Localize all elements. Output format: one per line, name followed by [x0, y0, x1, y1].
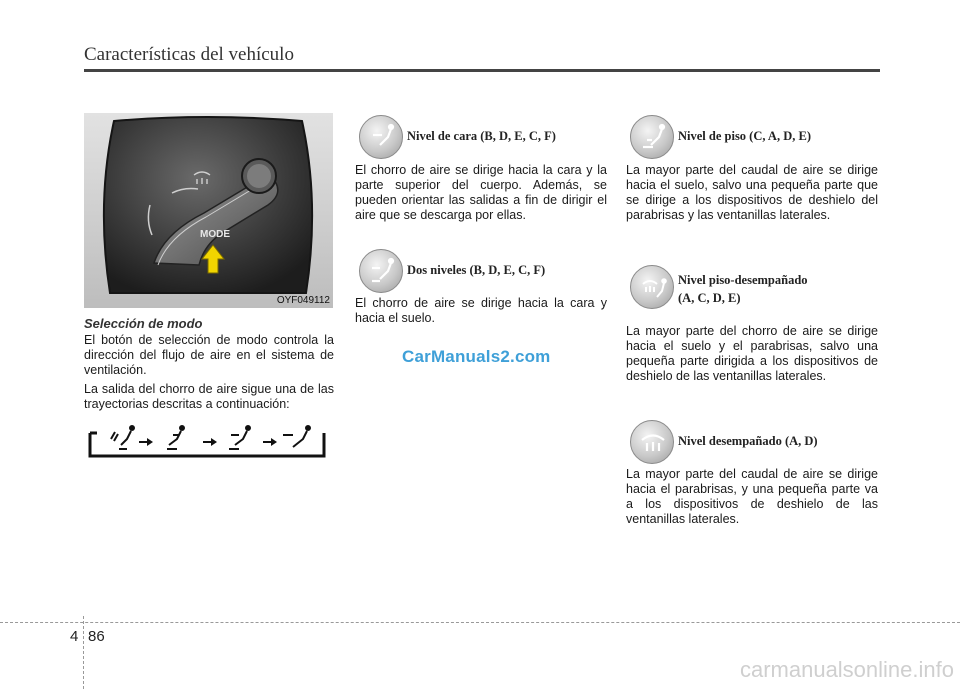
footer-watermark: carmanualsonline.info	[739, 657, 954, 682]
seq-floor-icon	[167, 426, 184, 449]
mode-label-bi-level: Dos niveles (B, D, E, C, F)	[407, 263, 546, 277]
page-header-title: Características del vehículo	[84, 44, 294, 65]
photo-code: OYF049112	[276, 295, 330, 306]
mode-sequence-diagram	[87, 425, 327, 459]
mode-text-face: El chorro de aire se dirige hacia la cara y la parte superior del cuerpo. Además, se pueden orientar las salidas a fin de dirigir el aire que se descarga por ellas.	[355, 163, 607, 222]
paragraph-mode-button: El botón de selección de modo controla la dirección del flujo de aire en el sistema de ventilación.	[84, 333, 334, 377]
bi-level-vent-icon	[359, 249, 403, 293]
mode-label-defrost: Nivel desempañado (A, D)	[678, 434, 818, 448]
mode-label-face: Nivel de cara (B, D, E, C, F)	[407, 129, 556, 143]
page-number: 86	[88, 628, 105, 645]
mode-text-floor: La mayor parte del caudal de aire se dirige hacia el suelo, salvo una pequeña parte que se dirige a los dispositivos de deshielo del parabrisas y las ventanillas laterales.	[626, 163, 878, 222]
face-vent-icon	[359, 115, 403, 159]
mode-text-defrost: La mayor parte del caudal de aire se dirige hacia el parabrisas, y una pequeña parte va a los dispositivos de deshielo de las ventanillas laterales.	[626, 467, 878, 526]
seq-face-icon	[283, 426, 310, 447]
mode-label-floor: Nivel de piso (C, A, D, E)	[678, 129, 811, 143]
section-heading: Selección de modo	[84, 316, 203, 331]
floor-defrost-icon	[630, 265, 674, 309]
mode-text-floor-defrost: La mayor parte del chorro de aire se dirige hacia el suelo y el parabrisas, salvo una pequeña parte dirigida a los dispositivos de deshielo de las ventanillas laterales.	[626, 324, 878, 383]
footer-rule-vertical	[83, 616, 84, 689]
mode-button-photo	[84, 113, 333, 308]
seq-floor-defrost-icon	[111, 426, 134, 449]
watermark: CarManuals2.com	[402, 347, 551, 366]
mode-label-floor-defrost-line1: Nivel piso-desempañado	[678, 273, 808, 287]
seq-bi-level-icon	[229, 426, 250, 449]
control-panel-illustration	[84, 113, 333, 308]
paragraph-air-paths: La salida del chorro de aire sigue una de las trayectorias descritas a continuación:	[84, 382, 334, 411]
footer-rule-horizontal	[0, 622, 960, 623]
mode-button-label: MODE	[200, 229, 230, 240]
header-rule	[84, 69, 880, 72]
mode-label-floor-defrost-line2: (A, C, D, E)	[678, 291, 741, 305]
chapter-number: 4	[70, 628, 79, 645]
floor-vent-icon	[630, 115, 674, 159]
mode-text-bi-level: El chorro de aire se dirige hacia la cara y hacia el suelo.	[355, 296, 607, 325]
defrost-icon	[630, 420, 674, 464]
